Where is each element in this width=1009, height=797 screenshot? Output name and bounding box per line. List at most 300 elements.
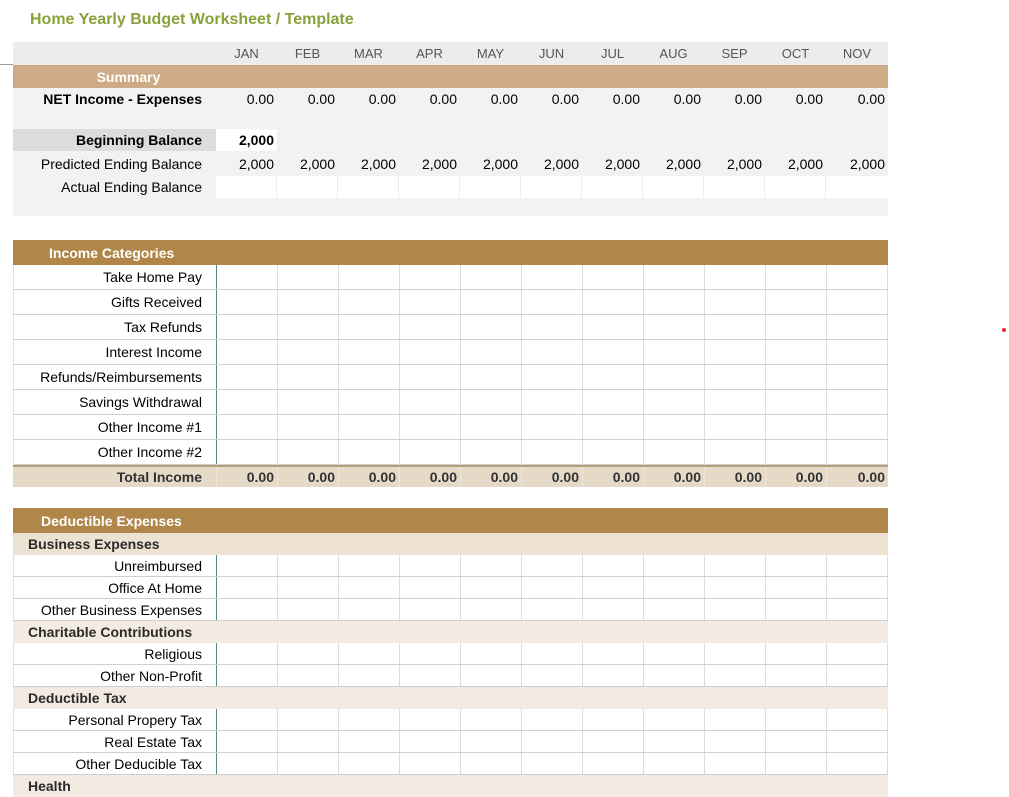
beginning-balance-value[interactable]: 2,000	[216, 129, 277, 151]
expense-input-cell[interactable]	[338, 665, 399, 686]
summary-title-cell	[826, 65, 888, 88]
income-input-cell[interactable]	[704, 340, 765, 364]
month-header-jul: JUL	[600, 46, 625, 61]
expense-group-header	[13, 687, 888, 709]
month-header-corner	[13, 42, 216, 65]
income-input-cell[interactable]	[338, 265, 399, 289]
actual-balance-cell[interactable]	[826, 176, 888, 198]
expense-input-cell[interactable]	[704, 731, 765, 752]
income-category-label: Savings Withdrawal	[13, 390, 216, 414]
net-income-cell: 0.00	[551, 91, 579, 107]
beginning-balance-empty	[826, 129, 888, 151]
income-input-cell[interactable]	[521, 390, 582, 414]
predicted-balance-label: Predicted Ending Balance	[40, 155, 202, 172]
income-input-cell[interactable]	[216, 415, 277, 439]
expense-input-cell[interactable]	[765, 599, 826, 620]
predicted-balance-cell: 2,000	[726, 155, 762, 172]
expense-input-cell[interactable]	[826, 599, 888, 620]
income-input-cell[interactable]	[521, 415, 582, 439]
income-input-cell[interactable]	[582, 365, 643, 389]
income-input-cell[interactable]	[826, 390, 888, 414]
beginning-balance-empty	[704, 129, 765, 151]
income-input-cell[interactable]	[338, 340, 399, 364]
summary-title-cell	[460, 65, 521, 88]
income-input-cell[interactable]	[704, 440, 765, 464]
income-input-cell[interactable]	[765, 440, 826, 464]
income-input-cell[interactable]	[216, 390, 277, 414]
expense-row	[13, 599, 888, 621]
expense-row	[13, 665, 888, 687]
expense-input-cell[interactable]	[399, 665, 460, 686]
income-row	[13, 265, 888, 290]
actual-balance-row	[13, 176, 888, 198]
total-income-cell: 0.00	[399, 467, 460, 487]
income-rows	[13, 265, 888, 465]
expense-input-cell[interactable]	[643, 577, 704, 598]
income-input-cell[interactable]	[582, 340, 643, 364]
income-input-cell[interactable]	[460, 390, 521, 414]
expense-input-cell[interactable]	[277, 555, 338, 576]
income-input-cell[interactable]	[704, 365, 765, 389]
income-input-cell[interactable]	[277, 415, 338, 439]
expense-input-cell[interactable]	[399, 555, 460, 576]
net-income-cell: 0.00	[795, 91, 823, 107]
expense-input-cell[interactable]	[765, 731, 826, 752]
income-input-cell[interactable]	[521, 440, 582, 464]
expense-input-cell[interactable]	[521, 577, 582, 598]
month-header-jan: JAN	[234, 46, 259, 61]
month-header-row	[13, 42, 888, 65]
income-input-cell[interactable]	[643, 415, 704, 439]
expense-input-cell[interactable]	[460, 665, 521, 686]
actual-balance-cell[interactable]	[277, 176, 338, 198]
expense-item-label: Unreimbursed	[13, 555, 216, 576]
expense-input-cell[interactable]	[704, 555, 765, 576]
expense-item-label: Other Deducible Tax	[13, 753, 216, 774]
income-input-cell[interactable]	[338, 315, 399, 339]
income-category-label: Other Income #1	[13, 415, 216, 439]
income-input-cell[interactable]	[582, 390, 643, 414]
income-input-cell[interactable]	[521, 315, 582, 339]
expense-input-cell[interactable]	[277, 577, 338, 598]
beginning-balance-empty	[521, 129, 582, 151]
expense-input-cell[interactable]	[277, 599, 338, 620]
income-input-cell[interactable]	[521, 365, 582, 389]
actual-balance-cell[interactable]	[399, 176, 460, 198]
income-input-cell[interactable]	[521, 265, 582, 289]
expense-input-cell[interactable]	[216, 643, 277, 664]
expense-input-cell[interactable]	[582, 599, 643, 620]
summary-title-cell	[338, 65, 399, 88]
expense-input-cell[interactable]	[521, 555, 582, 576]
total-income-cell: 0.00	[643, 467, 704, 487]
income-row	[13, 365, 888, 390]
net-income-cell: 0.00	[307, 91, 335, 107]
predicted-balance-cell: 2,000	[787, 155, 823, 172]
expense-group-header	[13, 775, 888, 797]
income-input-cell[interactable]	[765, 265, 826, 289]
income-input-cell[interactable]	[643, 365, 704, 389]
beginning-balance-empty	[399, 129, 460, 151]
total-income-cell: 0.00	[338, 467, 399, 487]
income-input-cell[interactable]	[765, 390, 826, 414]
expense-input-cell[interactable]	[460, 555, 521, 576]
income-input-cell[interactable]	[277, 365, 338, 389]
expense-input-cell[interactable]	[826, 709, 888, 730]
income-input-cell[interactable]	[277, 390, 338, 414]
income-input-cell[interactable]	[399, 365, 460, 389]
income-category-label: Gifts Received	[13, 290, 216, 314]
summary-bottom-spacer	[13, 198, 888, 216]
income-row	[13, 415, 888, 440]
expense-row	[13, 731, 888, 753]
expense-input-cell[interactable]	[765, 665, 826, 686]
expense-input-cell[interactable]	[765, 753, 826, 774]
expense-input-cell[interactable]	[765, 643, 826, 664]
beginning-balance-empty	[277, 129, 338, 151]
beginning-balance-empty	[338, 129, 399, 151]
expense-input-cell[interactable]	[643, 599, 704, 620]
income-section-title: Income Categories	[49, 244, 175, 261]
income-input-cell[interactable]	[643, 340, 704, 364]
summary-title-row	[13, 65, 888, 88]
expense-input-cell[interactable]	[582, 577, 643, 598]
expense-input-cell[interactable]	[277, 643, 338, 664]
income-input-cell[interactable]	[826, 315, 888, 339]
expense-item-label: Other Business Expenses	[13, 599, 216, 620]
income-input-cell[interactable]	[399, 340, 460, 364]
expense-group-title: Health	[28, 778, 71, 794]
income-category-label: Other Income #2	[13, 440, 216, 464]
income-input-cell[interactable]	[338, 290, 399, 314]
income-category-label: Refunds/Reimbursements	[13, 365, 216, 389]
expense-input-cell[interactable]	[582, 555, 643, 576]
total-income-cell: 0.00	[521, 467, 582, 487]
income-input-cell[interactable]	[399, 290, 460, 314]
income-input-cell[interactable]	[582, 290, 643, 314]
expense-row	[13, 753, 888, 775]
income-input-cell[interactable]	[216, 440, 277, 464]
expense-input-cell[interactable]	[338, 577, 399, 598]
summary-title-cell	[582, 65, 643, 88]
income-input-cell[interactable]	[765, 415, 826, 439]
expense-input-cell[interactable]	[521, 753, 582, 774]
expense-item-label: Real Estate Tax	[13, 731, 216, 752]
deductible-section-header	[13, 508, 888, 533]
net-income-label: NET Income - Expenses	[43, 91, 202, 107]
actual-balance-cell[interactable]	[704, 176, 765, 198]
expense-row	[13, 643, 888, 665]
actual-balance-cell[interactable]	[765, 176, 826, 198]
month-header-mar: MAR	[354, 46, 383, 61]
income-input-cell[interactable]	[460, 315, 521, 339]
income-input-cell[interactable]	[826, 415, 888, 439]
expense-item-label: Other Non-Profit	[13, 665, 216, 686]
expense-input-cell[interactable]	[582, 731, 643, 752]
expense-input-cell[interactable]	[460, 709, 521, 730]
expense-input-cell[interactable]	[216, 665, 277, 686]
income-input-cell[interactable]	[643, 390, 704, 414]
income-input-cell[interactable]	[582, 440, 643, 464]
actual-balance-cell[interactable]	[460, 176, 521, 198]
expense-row	[13, 555, 888, 577]
income-input-cell[interactable]	[765, 315, 826, 339]
total-income-label: Total Income	[116, 469, 202, 485]
expense-input-cell[interactable]	[704, 599, 765, 620]
expense-input-cell[interactable]	[643, 643, 704, 664]
income-input-cell[interactable]	[399, 440, 460, 464]
predicted-balance-row	[13, 151, 888, 176]
income-input-cell[interactable]	[277, 440, 338, 464]
income-input-cell[interactable]	[460, 365, 521, 389]
total-income-cell: 0.00	[277, 467, 338, 487]
expense-input-cell[interactable]	[521, 709, 582, 730]
worksheet-title: Home Yearly Budget Worksheet / Template	[30, 11, 354, 28]
income-input-cell[interactable]	[521, 290, 582, 314]
income-input-cell[interactable]	[460, 290, 521, 314]
income-input-cell[interactable]	[765, 340, 826, 364]
expense-input-cell[interactable]	[826, 577, 888, 598]
month-header-oct: OCT	[781, 46, 810, 61]
income-input-cell[interactable]	[460, 440, 521, 464]
expense-input-cell[interactable]	[216, 709, 277, 730]
expense-input-cell[interactable]	[826, 731, 888, 752]
month-header-may: MAY	[476, 46, 505, 61]
expense-input-cell[interactable]	[277, 709, 338, 730]
income-input-cell[interactable]	[216, 315, 277, 339]
expense-input-cell[interactable]	[521, 731, 582, 752]
predicted-balance-cell: 2,000	[360, 155, 396, 172]
actual-balance-cell[interactable]	[521, 176, 582, 198]
expense-input-cell[interactable]	[277, 665, 338, 686]
beginning-balance-empty	[765, 129, 826, 151]
net-income-cell: 0.00	[673, 91, 701, 107]
total-income-cell: 0.00	[704, 467, 765, 487]
actual-balance-label: Actual Ending Balance	[61, 179, 202, 195]
expense-input-cell[interactable]	[826, 643, 888, 664]
budget-grid	[13, 42, 888, 797]
expense-input-cell[interactable]	[704, 709, 765, 730]
expense-input-cell[interactable]	[643, 753, 704, 774]
income-input-cell[interactable]	[460, 415, 521, 439]
summary-title-cell	[704, 65, 765, 88]
expense-input-cell[interactable]	[521, 599, 582, 620]
actual-balance-cell[interactable]	[582, 176, 643, 198]
expense-input-cell[interactable]	[643, 665, 704, 686]
income-row	[13, 390, 888, 415]
summary-title-cell	[277, 65, 338, 88]
expense-input-cell[interactable]	[277, 731, 338, 752]
income-input-cell[interactable]	[277, 340, 338, 364]
expense-input-cell[interactable]	[338, 643, 399, 664]
expense-input-cell[interactable]	[460, 577, 521, 598]
expense-input-cell[interactable]	[704, 665, 765, 686]
expense-group-header	[13, 621, 888, 643]
beginning-balance-empty	[582, 129, 643, 151]
total-income-cell: 0.00	[765, 467, 826, 487]
total-income-cell: 0.00	[826, 467, 888, 487]
expense-input-cell[interactable]	[399, 753, 460, 774]
income-input-cell[interactable]	[704, 415, 765, 439]
expense-input-cell[interactable]	[765, 555, 826, 576]
expense-input-cell[interactable]	[460, 599, 521, 620]
income-category-label: Interest Income	[13, 340, 216, 364]
expense-input-cell[interactable]	[765, 577, 826, 598]
income-input-cell[interactable]	[765, 290, 826, 314]
expense-input-cell[interactable]	[460, 643, 521, 664]
expense-group-title: Business Expenses	[28, 536, 160, 552]
summary-spacer	[13, 110, 888, 129]
income-input-cell[interactable]	[216, 340, 277, 364]
expense-input-cell[interactable]	[521, 643, 582, 664]
income-input-cell[interactable]	[399, 390, 460, 414]
expense-input-cell[interactable]	[521, 665, 582, 686]
month-header-nov: NOV	[842, 46, 872, 61]
income-input-cell[interactable]	[826, 265, 888, 289]
income-input-cell[interactable]	[399, 265, 460, 289]
income-input-cell[interactable]	[704, 290, 765, 314]
income-input-cell[interactable]	[216, 290, 277, 314]
income-row	[13, 290, 888, 315]
expense-input-cell[interactable]	[216, 599, 277, 620]
deductible-section-title: Deductible Expenses	[41, 512, 182, 529]
income-input-cell[interactable]	[216, 265, 277, 289]
income-input-cell[interactable]	[643, 290, 704, 314]
actual-balance-cell[interactable]	[338, 176, 399, 198]
income-input-cell[interactable]	[338, 415, 399, 439]
expense-input-cell[interactable]	[582, 665, 643, 686]
income-input-cell[interactable]	[399, 415, 460, 439]
expense-input-cell[interactable]	[399, 731, 460, 752]
expense-input-cell[interactable]	[765, 709, 826, 730]
deductible-rows	[13, 533, 888, 797]
predicted-balance-cell: 2,000	[238, 155, 274, 172]
income-input-cell[interactable]	[460, 265, 521, 289]
beginning-balance-empty	[643, 129, 704, 151]
income-input-cell[interactable]	[765, 365, 826, 389]
expense-input-cell[interactable]	[643, 709, 704, 730]
total-income-cell: 0.00	[216, 467, 277, 487]
summary-title-cell	[399, 65, 460, 88]
summary-title-cell	[216, 65, 277, 88]
income-input-cell[interactable]	[338, 365, 399, 389]
month-header-jun: JUN	[538, 46, 565, 61]
income-category-label: Take Home Pay	[13, 265, 216, 289]
expense-input-cell[interactable]	[826, 753, 888, 774]
expense-input-cell[interactable]	[704, 577, 765, 598]
income-input-cell[interactable]	[521, 340, 582, 364]
income-input-cell[interactable]	[643, 265, 704, 289]
predicted-balance-cell: 2,000	[299, 155, 335, 172]
expense-input-cell[interactable]	[338, 753, 399, 774]
expense-input-cell[interactable]	[338, 709, 399, 730]
income-input-cell[interactable]	[277, 290, 338, 314]
actual-balance-cell[interactable]	[643, 176, 704, 198]
expense-input-cell[interactable]	[582, 709, 643, 730]
income-input-cell[interactable]	[399, 315, 460, 339]
expense-input-cell[interactable]	[216, 731, 277, 752]
month-header-sep: SEP	[721, 46, 748, 61]
expense-input-cell[interactable]	[216, 577, 277, 598]
net-income-cell: 0.00	[734, 91, 762, 107]
month-header-apr: APR	[416, 46, 443, 61]
income-input-cell[interactable]	[704, 315, 765, 339]
income-input-cell[interactable]	[216, 365, 277, 389]
actual-balance-cell[interactable]	[216, 176, 277, 198]
expense-input-cell[interactable]	[826, 555, 888, 576]
expense-input-cell[interactable]	[277, 753, 338, 774]
summary-title: Summary	[96, 68, 161, 85]
income-input-cell[interactable]	[826, 365, 888, 389]
expense-input-cell[interactable]	[216, 753, 277, 774]
income-input-cell[interactable]	[582, 415, 643, 439]
expense-input-cell[interactable]	[704, 643, 765, 664]
expense-input-cell[interactable]	[399, 709, 460, 730]
income-input-cell[interactable]	[277, 315, 338, 339]
income-input-cell[interactable]	[460, 340, 521, 364]
expense-input-cell[interactable]	[460, 753, 521, 774]
net-income-cell: 0.00	[246, 91, 274, 107]
income-input-cell[interactable]	[826, 440, 888, 464]
section-gap	[13, 216, 888, 240]
expense-input-cell[interactable]	[399, 599, 460, 620]
summary-title-cell	[521, 65, 582, 88]
income-input-cell[interactable]	[643, 440, 704, 464]
expense-item-label: Office At Home	[13, 577, 216, 598]
expense-input-cell[interactable]	[460, 731, 521, 752]
net-income-cell: 0.00	[857, 91, 885, 107]
income-category-label: Tax Refunds	[13, 315, 216, 339]
income-input-cell[interactable]	[704, 265, 765, 289]
expense-item-label: Religious	[13, 643, 216, 664]
total-income-cell: 0.00	[460, 467, 521, 487]
income-input-cell[interactable]	[338, 390, 399, 414]
expense-input-cell[interactable]	[582, 643, 643, 664]
expense-input-cell[interactable]	[704, 753, 765, 774]
income-input-cell[interactable]	[582, 265, 643, 289]
expense-input-cell[interactable]	[582, 753, 643, 774]
expense-input-cell[interactable]	[216, 555, 277, 576]
expense-input-cell[interactable]	[643, 731, 704, 752]
month-header-feb: FEB	[294, 46, 321, 61]
beginning-balance-row	[13, 129, 888, 151]
income-section-header	[13, 240, 888, 265]
expense-input-cell[interactable]	[399, 643, 460, 664]
expense-input-cell[interactable]	[338, 731, 399, 752]
income-row	[13, 340, 888, 365]
income-input-cell[interactable]	[338, 440, 399, 464]
income-input-cell[interactable]	[826, 340, 888, 364]
income-input-cell[interactable]	[643, 315, 704, 339]
income-input-cell[interactable]	[826, 290, 888, 314]
predicted-balance-cell: 2,000	[543, 155, 579, 172]
expense-input-cell[interactable]	[643, 555, 704, 576]
income-input-cell[interactable]	[277, 265, 338, 289]
expense-input-cell[interactable]	[338, 599, 399, 620]
summary-title-cell	[643, 65, 704, 88]
expense-group-title: Charitable Contributions	[28, 624, 193, 640]
expense-input-cell[interactable]	[399, 577, 460, 598]
expense-input-cell[interactable]	[826, 665, 888, 686]
predicted-balance-cell: 2,000	[665, 155, 701, 172]
month-header-aug: AUG	[659, 46, 688, 61]
income-input-cell[interactable]	[582, 315, 643, 339]
expense-input-cell[interactable]	[338, 555, 399, 576]
net-income-cell: 0.00	[490, 91, 518, 107]
predicted-balance-cell: 2,000	[604, 155, 640, 172]
income-input-cell[interactable]	[704, 390, 765, 414]
summary-title-cell	[765, 65, 826, 88]
